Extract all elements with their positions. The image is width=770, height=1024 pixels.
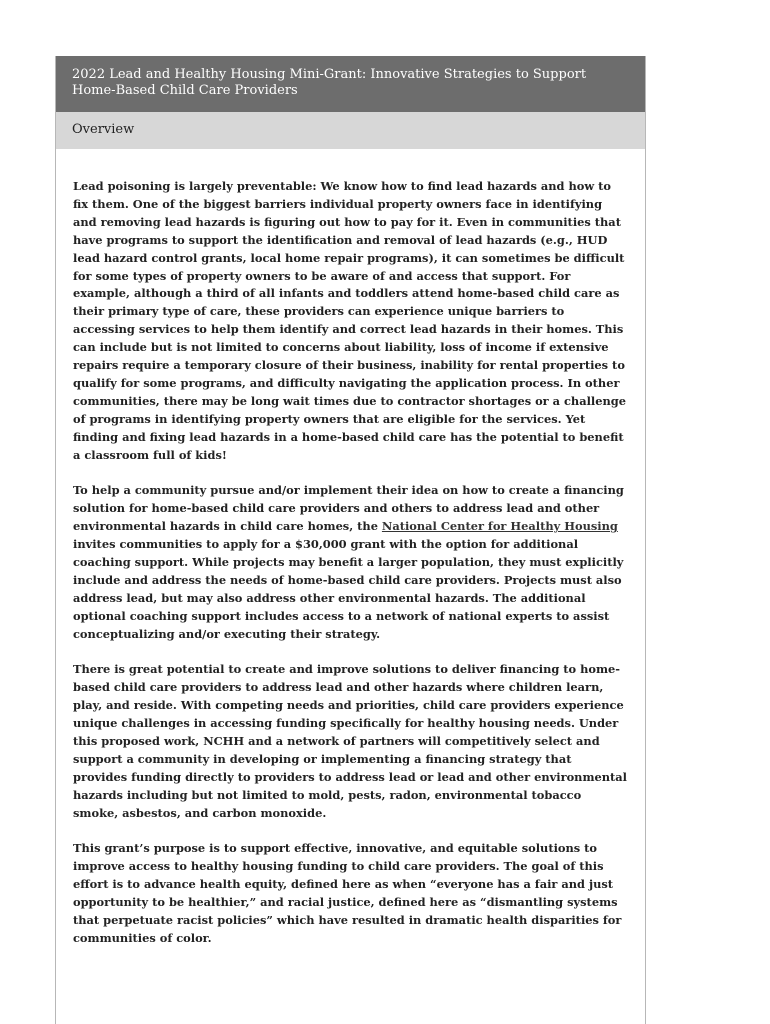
paragraph-lead-poisoning: Lead poisoning is largely preventable: We know how to find lead hazards and how to fix them. One of the biggest barriers individual property owners face in identifying and removing lead hazards is figuring out how to pay for it. Even in communities that have programs to support the identification and removal of lead hazards (e.g., HUD lead hazard control grants, local home repair programs), it can sometimes be difficult for some types of property owners to be aware of and access that support. For example, although a third of all infants and toddlers attend home-based child care as their primary type of care, these providers can experience unique barriers to accessing services to help them identify and correct lead hazards in their homes. This can include but is not limited to concerns about liability, loss of income if extensive repairs require a temporary closure of their business, inability for rental properties to qualify for some programs, and difficulty navigating the application process. In other communities, there may be long wait times due to contractor shortages or a challenge of programs in identifying property owners that are eligible for the services. Yet finding and fixing lead hazards in a home-based child care has the potential to benefit a classroom full of kids! [73, 179, 626, 462]
title-bar [56, 56, 645, 112]
overview-section-header [56, 112, 645, 149]
paragraph-grant-purpose: This grant’s purpose is to support effective, innovative, and equitable solutions to improve access to healthy housing funding to child care providers. The goal of this effort is to advance health equity, defined here as when “everyone has a fair and just opportunity to be healthier,” and racial justice, defined here as “dismantling systems that perpetuate racist policies” which have resulted in dramatic health disparities for communities of color. [73, 841, 622, 946]
paragraph-financing-potential: There is great potential to create and improve solutions to deliver financing to home-based child care providers to address lead and other hazards where children learn, play, and reside. With competing needs and priorities, child care providers experience unique challenges in accessing funding specifically for healthy housing needs. Under this proposed work, NCHH and a network of partners will competitively select and support a community in developing or implementing a financing strategy that provides funding directly to providers to address lead or lead and other environmental hazards including but not limited to mold, pests, radon, environmental tobacco smoke, asbestos, and carbon monoxide. [73, 662, 627, 820]
nchh-link[interactable]: National Center for Healthy Housing [381, 519, 618, 534]
grant-card [55, 56, 646, 1024]
page-title-line-2: Home-Based Child Care Providers [72, 83, 298, 98]
page-title-line-1: 2022 Lead and Healthy Housing Mini-Grant: Innovative Strategies to Support [72, 67, 587, 82]
paragraph-community-grant-text-end: invites communities to apply for a $30,000 grant with the option for additional coaching support. While projects may benefit a larger population, they must explicitly include and address the needs of home-based child care providers. Projects must also address lead, but may also address other environmental hazards. The additional optional coaching support includes access to a network of national experts to assist conceptualizing and/or executing their strategy. [73, 537, 624, 641]
overview-content [56, 149, 645, 948]
paragraph-community-grant [73, 482, 629, 643]
paragraph-community-grant-text-start: To help a community pursue and/or implement their idea on how to create a financing solution for home-based child care providers and others to address lead and other environmental hazards in child care homes, the [73, 483, 624, 534]
overview-label: Overview [72, 122, 135, 137]
